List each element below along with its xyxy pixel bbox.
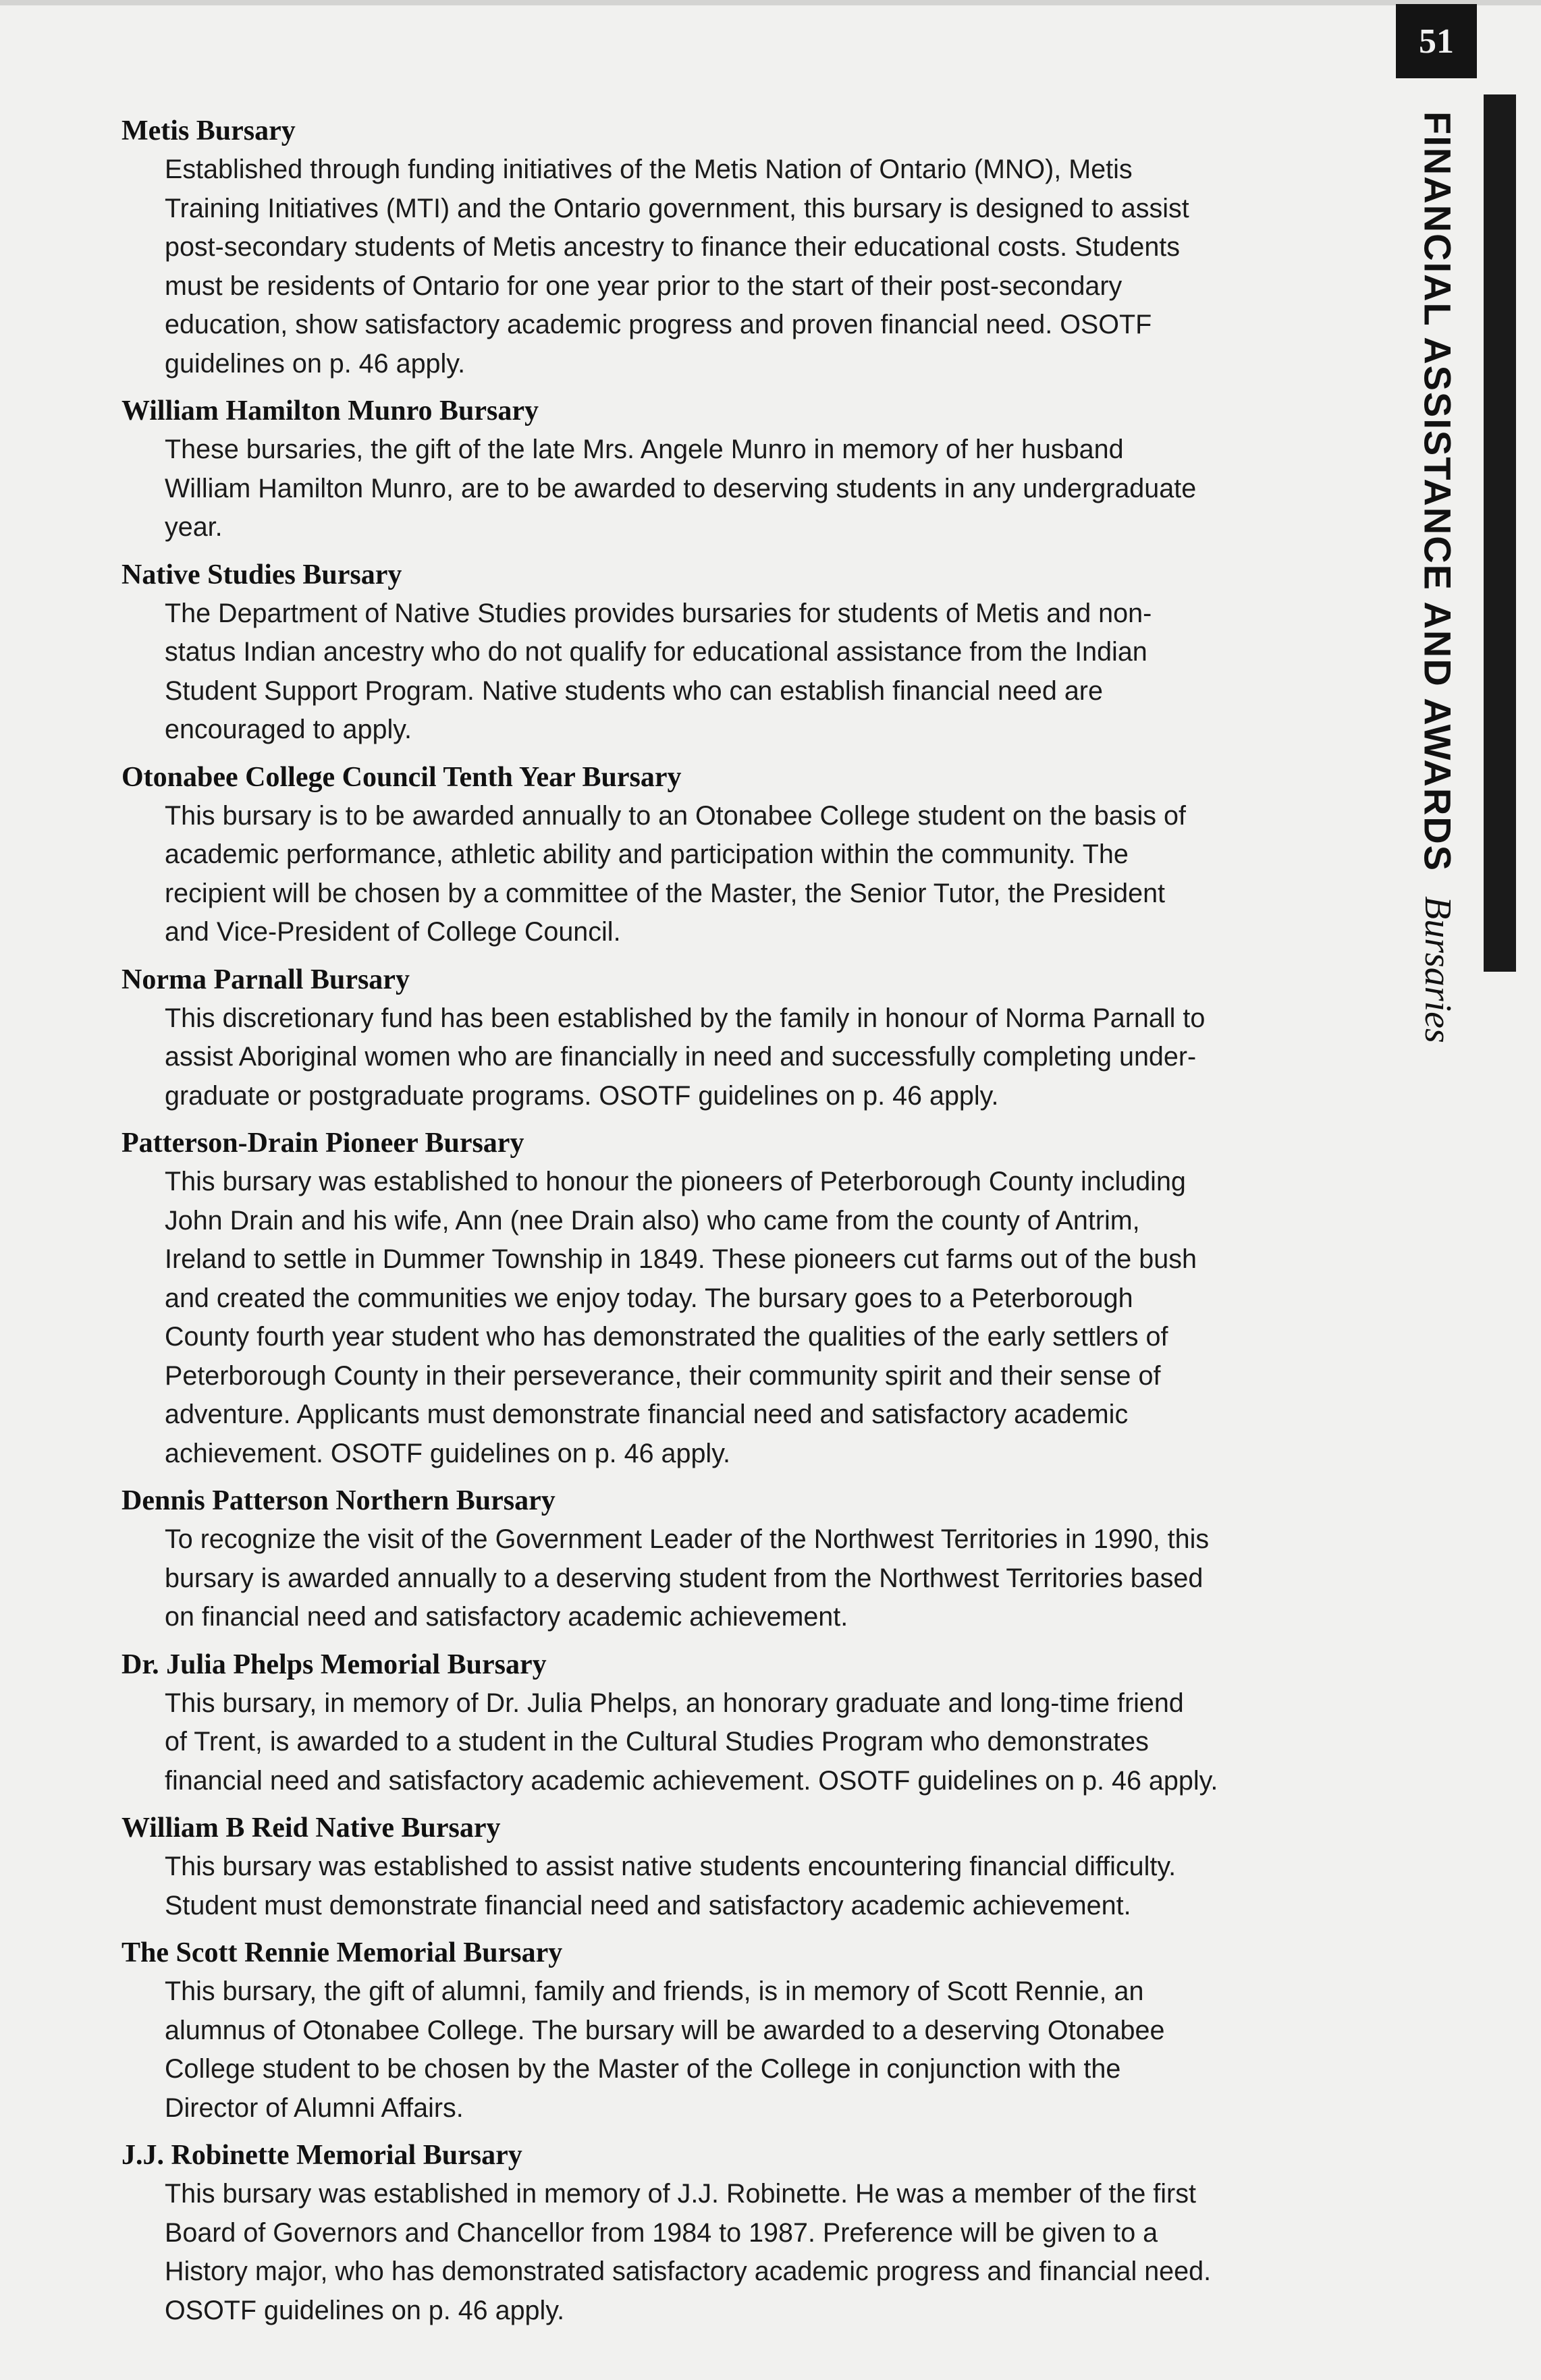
description-line: assist Aboriginal women who are financially in need and successfully completing under-: [165, 1042, 1197, 1072]
description-line: History major, who has demonstrated satisfactory academic progress and financial need.: [165, 2257, 1212, 2286]
description-line: adventure. Applicants must demonstrate financial need and satisfactory academic: [165, 1400, 1129, 1429]
description-line: year.: [165, 512, 223, 542]
bursary-entry: [121, 1645, 1363, 1801]
bursary-description: [165, 1163, 1363, 1473]
description-line: Training Initiatives (MTI) and the Ontario government, this bursary is designed to assist: [165, 193, 1189, 223]
bursary-title: William Hamilton Munro Bursary: [121, 395, 539, 426]
bursary-entry: [121, 758, 1363, 952]
top-rule: [0, 0, 1541, 5]
description-line: Ireland to settle in Dummer Township in 1849. These pioneers cut farms out of the bush: [165, 1244, 1197, 1274]
description-line: graduate or postgraduate programs. OSOTF guidelines on p. 46 apply.: [165, 1080, 999, 1111]
description-line: Student must demonstrate financial need and satisfactory academic achievement.: [165, 1890, 1131, 1920]
bursary-description: [165, 150, 1363, 383]
bursary-title: The Scott Rennie Memorial Bursary: [121, 1937, 563, 1968]
bursary-description: [165, 1520, 1363, 1637]
description-line: College student to be chosen by the Master of the College in conjunction with the: [165, 2054, 1121, 2084]
side-bar: [1484, 94, 1516, 972]
description-line: post-secondary students of Metis ancestry to finance their educational costs. Students: [165, 232, 1181, 262]
description-line: encouraged to apply.: [165, 715, 412, 744]
bursary-title: Metis Bursary: [121, 115, 296, 146]
bursary-entry: [121, 1481, 1363, 1637]
bursary-title: Native Studies Bursary: [121, 559, 402, 590]
bursary-entry: [121, 111, 1363, 383]
description-line: Established through funding initiatives of the Metis Nation of Ontario (MNO), Metis: [165, 155, 1133, 184]
bursary-title: Dr. Julia Phelps Memorial Bursary: [121, 1649, 547, 1680]
side-title: [1397, 111, 1478, 1043]
description-line: Director of Alumni Affairs.: [165, 2093, 464, 2123]
description-line: This bursary is to be awarded annually to an Otonabee College student on the basis of: [165, 800, 1186, 831]
description-line: John Drain and his wife, Ann (nee Drain also) who came from the county of Antrim,: [165, 1205, 1140, 1236]
description-line: Board of Governors and Chancellor from 1984 to 1987. Preference will be given to a: [165, 2217, 1158, 2248]
subsection-title: Bursaries: [1417, 896, 1459, 1043]
bursary-entry: [121, 391, 1363, 547]
description-line: Student Support Program. Native students who can establish financial need are: [165, 675, 1103, 706]
bursary-list: [121, 111, 1363, 2338]
bursary-entry: [121, 2136, 1363, 2330]
description-line: Peterborough County in their perseverance, their community spirit and their sense of: [165, 1360, 1161, 1391]
description-line: This bursary, the gift of alumni, family and friends, is in memory of Scott Rennie, an: [165, 1976, 1144, 2006]
description-line: These bursaries, the gift of the late Mrs. Angele Munro in memory of her husband: [165, 435, 1124, 464]
description-line: guidelines on p. 46 apply.: [165, 348, 466, 379]
description-line: education, show satisfactory academic progress and proven financial need. OSOTF: [165, 310, 1152, 339]
bursary-description: [165, 797, 1363, 952]
description-line: status Indian ancestry who do not qualify for educational assistance from the Indian: [165, 637, 1147, 667]
description-line: This bursary was established to assist native students encountering financial difficulty.: [165, 1852, 1177, 1881]
description-line: alumnus of Otonabee College. The bursary will be awarded to a deserving Otonabee: [165, 2015, 1165, 2045]
bursary-description: [165, 431, 1363, 547]
description-line: bursary is awarded annually to a deserving student from the Northwest Territories based: [165, 1563, 1204, 1593]
bursary-description: [165, 1684, 1363, 1801]
bursary-title: Patterson-Drain Pioneer Bursary: [121, 1128, 524, 1159]
bursary-description: [165, 1972, 1363, 2128]
bursary-entry: [121, 1808, 1363, 1925]
description-line: This bursary was established in memory of J.J. Robinette. He was a member of the first: [165, 2179, 1196, 2209]
bursary-title: Dennis Patterson Northern Bursary: [121, 1485, 556, 1516]
description-line: and created the communities we enjoy today. The bursary goes to a Peterborough: [165, 1283, 1133, 1313]
bursary-description: [165, 2175, 1363, 2330]
bursary-description: [165, 1848, 1363, 1925]
bursary-title: Norma Parnall Bursary: [121, 964, 410, 995]
description-line: of Trent, is awarded to a student in the Cultural Studies Program who demonstrates: [165, 1727, 1149, 1756]
description-line: The Department of Native Studies provides bursaries for students of Metis and non-: [165, 598, 1152, 628]
description-line: OSOTF guidelines on p. 46 apply.: [165, 2295, 565, 2325]
description-line: To recognize the visit of the Government Leader of the Northwest Territories in 1990, this: [165, 1524, 1210, 1554]
bursary-entry: [121, 1933, 1363, 2128]
bursary-title: William B Reid Native Bursary: [121, 1812, 501, 1844]
description-line: and Vice-President of College Council.: [165, 917, 621, 947]
bursary-description: [165, 999, 1363, 1116]
bursary-title: Otonabee College Council Tenth Year Bursary: [121, 761, 682, 793]
description-line: financial need and satisfactory academic achievement. OSOTF guidelines on p. 46 apply.: [165, 1765, 1218, 1796]
description-line: on financial need and satisfactory academic achievement.: [165, 1602, 848, 1632]
bursary-entry: [121, 1124, 1363, 1473]
page-number-tab: [1396, 4, 1477, 78]
bursary-title: J.J. Robinette Memorial Bursary: [121, 2140, 522, 2171]
description-line: This bursary was established to honour the pioneers of Peterborough County including: [165, 1167, 1186, 1196]
bursary-description: [165, 594, 1363, 750]
description-line: This discretionary fund has been established by the family in honour of Norma Parnall to: [165, 1003, 1206, 1033]
section-title: FINANCIAL ASSISTANCE AND AWARDS: [1416, 111, 1459, 873]
description-line: William Hamilton Munro, are to be awarded to deserving students in any undergraduate: [165, 473, 1197, 503]
description-line: County fourth year student who has demonstrated the qualities of the early settlers of: [165, 1322, 1168, 1352]
description-line: achievement. OSOTF guidelines on p. 46 apply.: [165, 1438, 731, 1468]
description-line: This bursary, in memory of Dr. Julia Phelps, an honorary graduate and long-time friend: [165, 1688, 1184, 1718]
description-line: must be residents of Ontario for one year prior to the start of their post-secondary: [165, 271, 1123, 301]
description-line: academic performance, athletic ability and participation within the community. The: [165, 839, 1129, 869]
bursary-entry: [121, 555, 1363, 750]
description-line: recipient will be chosen by a committee of the Master, the Senior Tutor, the President: [165, 878, 1166, 908]
bursary-entry: [121, 960, 1363, 1116]
page-number: 51: [1419, 22, 1454, 61]
